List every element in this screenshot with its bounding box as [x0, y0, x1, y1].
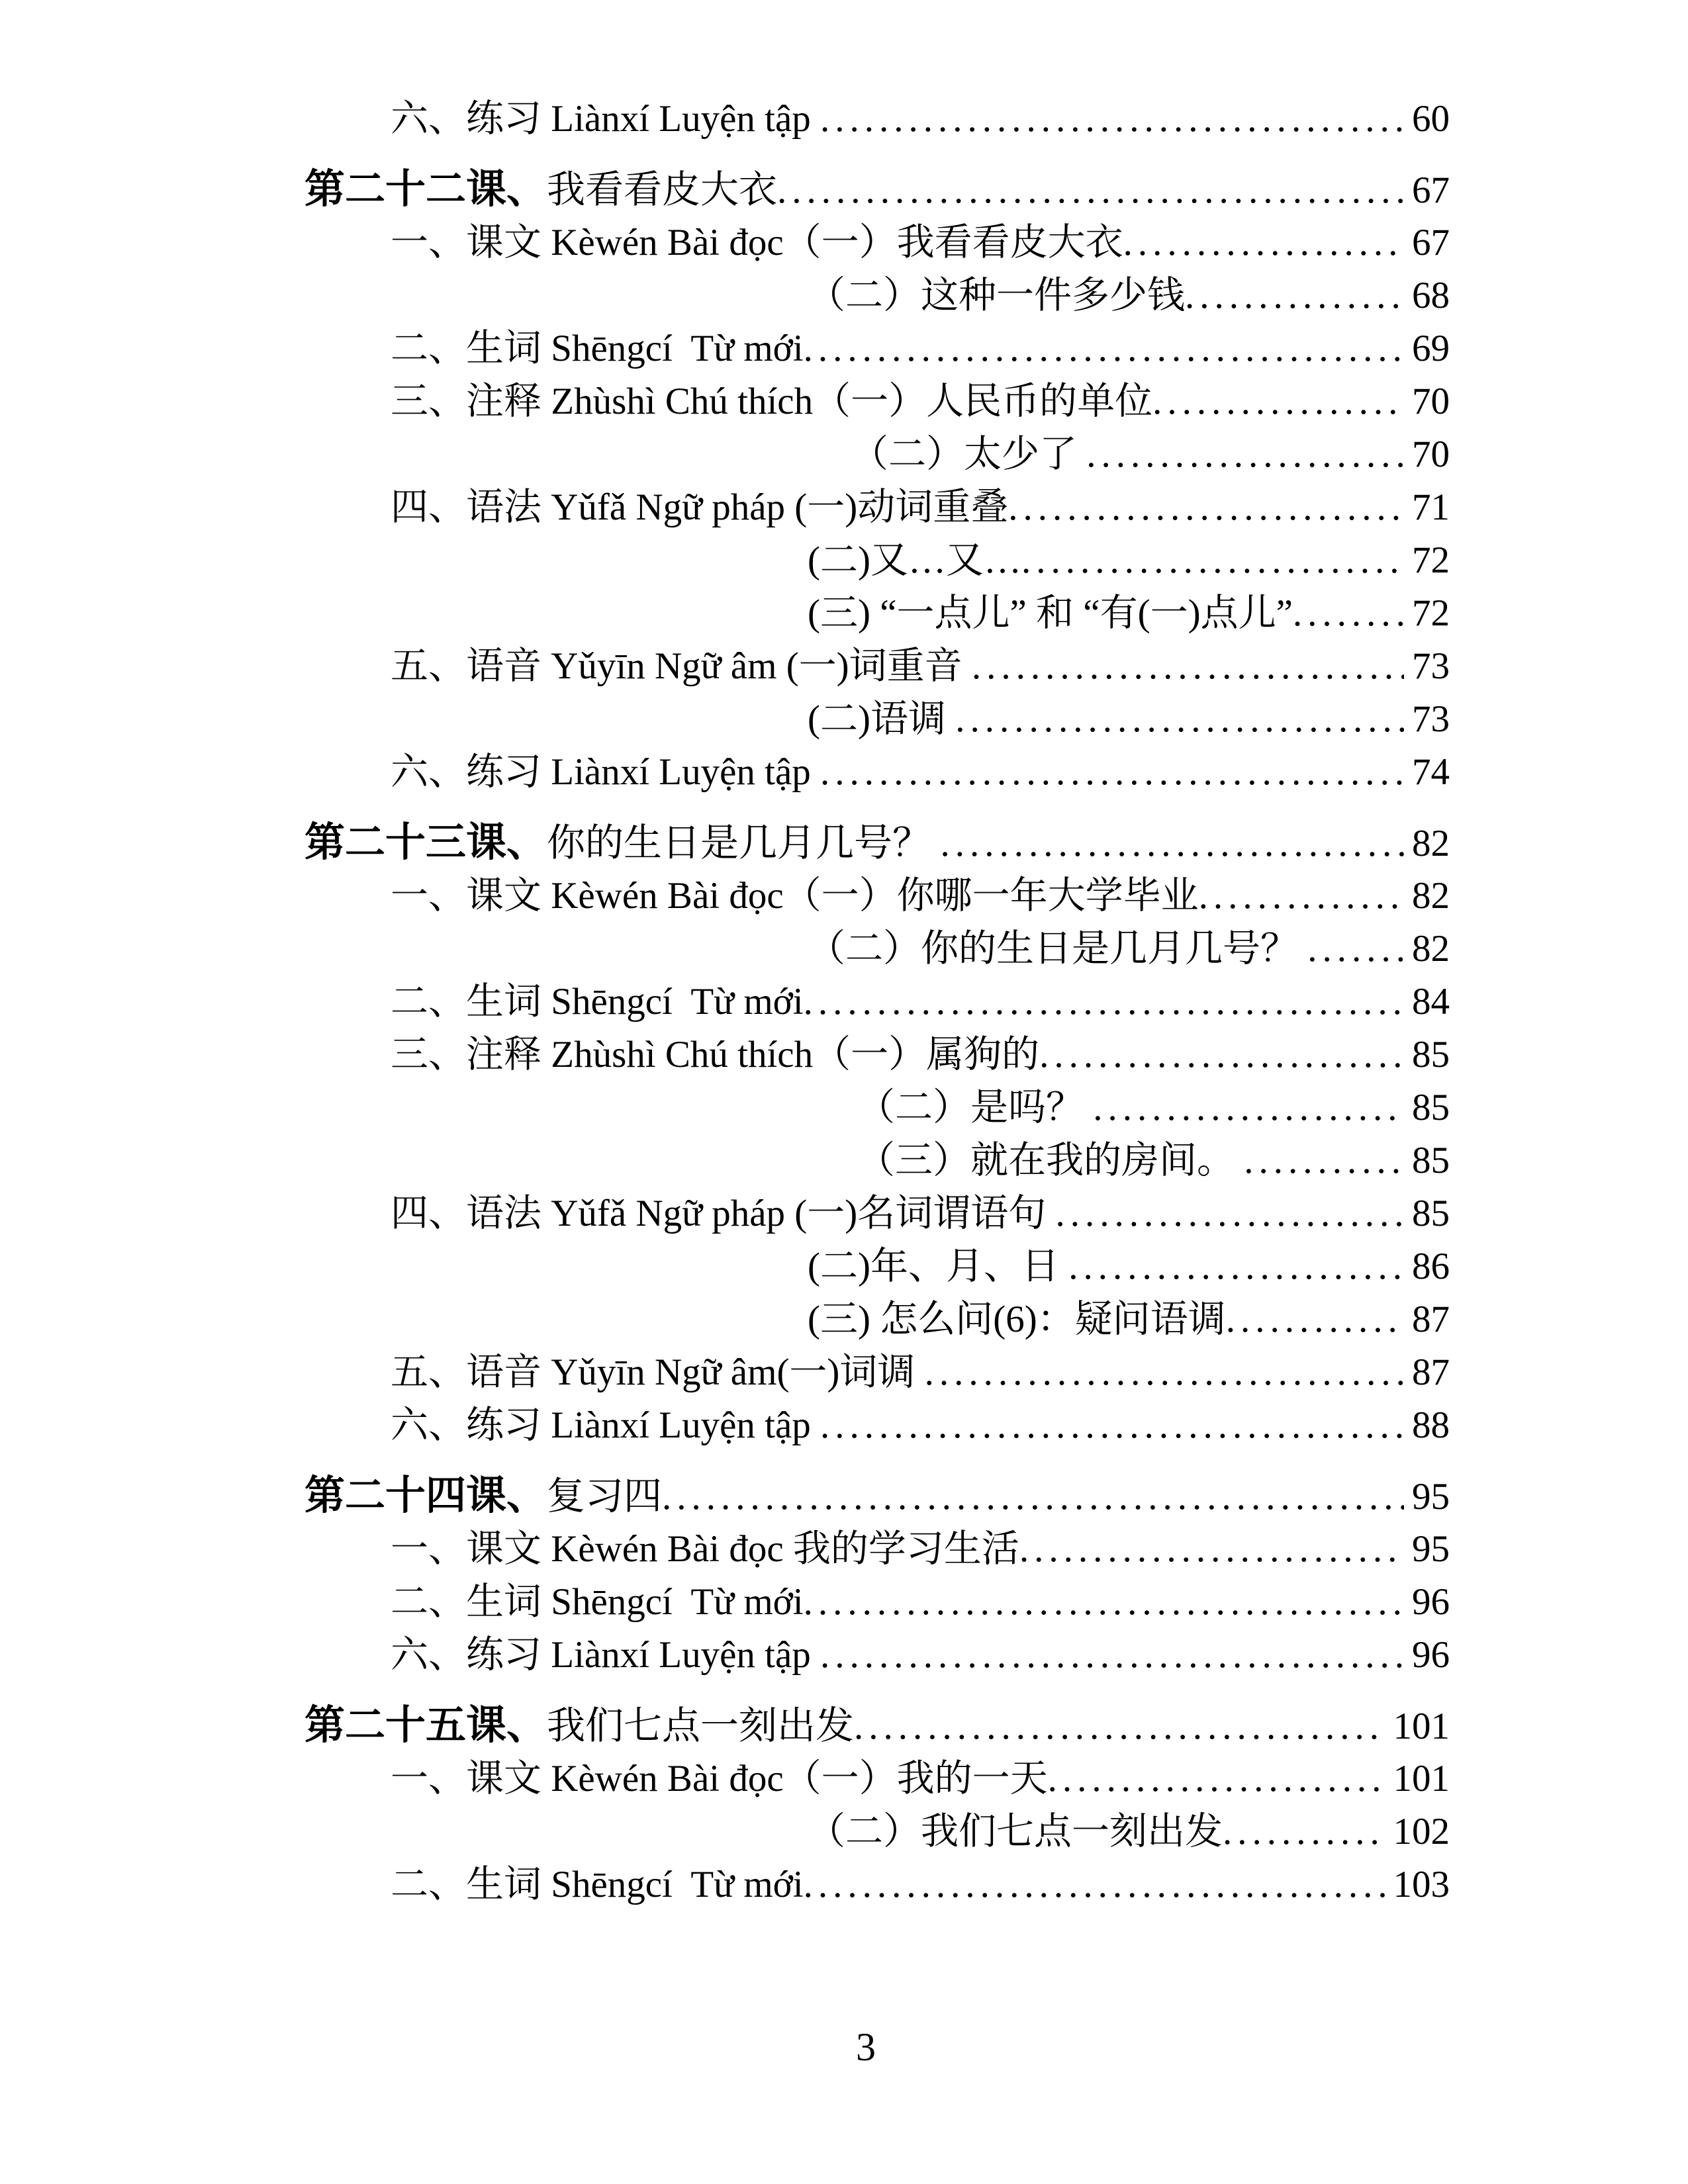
chapter-title: 我看看皮大衣	[547, 168, 778, 211]
toc-entry	[305, 923, 1450, 976]
toc-entry	[305, 375, 1450, 428]
page-number: 95	[1412, 1476, 1450, 1518]
page-number: 82	[1412, 928, 1450, 970]
page-number: 68	[1412, 275, 1450, 316]
dot-leader	[925, 1346, 1404, 1399]
dot-leader	[1056, 1187, 1404, 1240]
toc-entry	[305, 269, 1450, 322]
dot-leader	[804, 1576, 1404, 1629]
chapter-label: 第二十二课、	[305, 167, 547, 212]
dot-leader	[1093, 1081, 1404, 1134]
toc-entry	[305, 481, 1450, 534]
toc-entry-text: (三) “一点儿” 和 “有(一)点儿”	[808, 592, 1293, 634]
dot-leader	[1152, 375, 1404, 428]
page-number: 88	[1412, 1404, 1450, 1446]
page-number: 67	[1412, 222, 1450, 263]
toc-entry-text: 六、练习 Liànxí Luyện tập	[391, 751, 821, 793]
toc-entry	[305, 640, 1450, 693]
dot-leader	[1039, 1028, 1404, 1081]
toc-entry	[305, 1240, 1450, 1293]
page-number: 82	[1412, 875, 1450, 917]
dot-leader	[820, 1629, 1404, 1682]
page-number: 103	[1393, 1864, 1450, 1905]
toc-entry	[305, 322, 1450, 375]
toc-entry	[305, 746, 1450, 799]
page-number: 96	[1412, 1581, 1450, 1623]
page-number: 69	[1412, 328, 1450, 369]
page-number: 82	[1412, 823, 1450, 864]
page-number: 101	[1393, 1758, 1450, 1799]
page-number: 95	[1412, 1528, 1450, 1570]
toc-entry-text: 三、注释 Zhùshì Chú thích（一）属狗的	[391, 1034, 1040, 1075]
toc-entry-text: （二）是吗？	[857, 1087, 1094, 1128]
toc-entry-text: 二、生词 Shēngcí Từ mới	[391, 1581, 804, 1623]
toc-entry-text: (三) 怎么问(6)：疑问语调	[808, 1298, 1226, 1340]
toc-entry	[305, 216, 1450, 269]
dot-leader	[804, 322, 1404, 375]
page-number: 60	[1412, 98, 1450, 140]
toc-entry	[305, 1187, 1450, 1240]
page-number: 87	[1412, 1351, 1450, 1393]
toc-entry-text: 四、语法 Yǔfǎ Ngữ pháp (一)名词谓语句	[391, 1193, 1056, 1234]
page-number: 86	[1412, 1246, 1450, 1287]
dot-leader	[1008, 481, 1404, 534]
page-number: 70	[1412, 381, 1450, 422]
page-number: 74	[1412, 751, 1450, 793]
toc-entry-text: 六、练习 Liànxí Luyện tập	[391, 98, 821, 140]
toc-entry-text: 五、语音 Yǔyīn Ngữ âm (一)词重音	[391, 645, 972, 687]
toc-entry-text: 二、生词 Shēngcí Từ mới	[391, 328, 804, 369]
folio-page-number: 3	[856, 2025, 876, 2069]
dot-leader	[1123, 216, 1404, 269]
page-number: 102	[1393, 1811, 1450, 1852]
toc-entry-text: 一、课文 Kèwén Bài đọc（一）我看看皮大衣	[391, 222, 1123, 263]
page-number: 70	[1412, 433, 1450, 475]
dot-leader	[820, 93, 1404, 146]
toc-entry	[305, 1293, 1450, 1346]
dot-leader	[854, 1700, 1385, 1753]
toc-entry-text: 二、生词 Shēngcí Từ mới	[391, 1864, 804, 1905]
page-number: 96	[1412, 1634, 1450, 1676]
page-number: 73	[1412, 645, 1450, 687]
dot-leader	[1293, 587, 1404, 640]
dot-leader	[1307, 923, 1404, 976]
page-number: 72	[1412, 539, 1450, 581]
dot-leader	[804, 976, 1404, 1028]
toc-entry	[305, 163, 1450, 216]
dot-leader	[1199, 870, 1404, 923]
dot-leader	[1226, 1293, 1404, 1346]
dot-leader	[1086, 428, 1404, 481]
dot-leader	[1019, 1523, 1404, 1576]
toc-entry	[305, 693, 1450, 746]
page-number: 101	[1393, 1706, 1450, 1747]
toc-entry-text: 一、课文 Kèwén Bài đọc（一）我的一天	[391, 1758, 1048, 1799]
toc-entry	[305, 1399, 1450, 1452]
toc-entry-text: 五、语音 Yǔyīn Ngữ âm(一)词调	[391, 1351, 925, 1393]
toc-entry-text: (二)年、月、日	[808, 1246, 1069, 1287]
chapter-label: 第二十五课、	[305, 1704, 547, 1748]
chapter-title: 你的生日是几月几号？	[547, 821, 941, 864]
toc-entry	[305, 428, 1450, 481]
toc-entry-text: （二）你的生日是几月几号？	[808, 928, 1308, 970]
toc-entry	[305, 1805, 1450, 1858]
toc-entry-text: 六、练习 Liànxí Luyện tập	[391, 1404, 821, 1446]
toc-entry	[305, 1346, 1450, 1399]
dot-leader	[1068, 1240, 1404, 1293]
toc-entry	[305, 534, 1450, 587]
toc-entry-text: (二)语调	[808, 698, 956, 740]
toc-entry-text: 一、课文 Kèwén Bài đọc（一）你哪一年大学毕业	[391, 875, 1199, 917]
toc-entry	[305, 1523, 1450, 1576]
dot-leader	[941, 817, 1404, 870]
dot-leader	[804, 1858, 1385, 1911]
toc-entry	[305, 976, 1450, 1028]
toc-entry	[305, 1629, 1450, 1682]
dot-leader	[1021, 534, 1404, 587]
page-number: 85	[1412, 1087, 1450, 1128]
dot-leader	[662, 1471, 1404, 1524]
page-number: 85	[1412, 1034, 1450, 1075]
dot-leader	[1244, 1134, 1404, 1187]
dot-leader	[820, 1399, 1404, 1452]
toc-entry	[305, 93, 1450, 146]
toc-entry	[305, 1028, 1450, 1081]
toc-entry-text: 一、课文 Kèwén Bài đọc 我的学习生活	[391, 1528, 1019, 1570]
toc-entry-text: (二)又…又…	[808, 539, 1021, 581]
page-number: 71	[1412, 486, 1450, 528]
page-number: 72	[1412, 592, 1450, 634]
dot-leader	[1048, 1752, 1385, 1805]
page-number: 85	[1412, 1140, 1450, 1181]
toc-entry	[305, 587, 1450, 640]
toc-entry-text: （三）就在我的房间。	[857, 1140, 1244, 1181]
page-number: 87	[1412, 1298, 1450, 1340]
toc-entry-text: 六、练习 Liànxí Luyện tập	[391, 1634, 821, 1676]
dot-leader	[820, 746, 1404, 799]
chapter-label: 第二十三课、	[305, 821, 547, 865]
toc-entry	[305, 1752, 1450, 1805]
toc-entry	[305, 1576, 1450, 1629]
toc-entry	[305, 870, 1450, 923]
toc-entry	[305, 1700, 1450, 1752]
page-number: 85	[1412, 1193, 1450, 1234]
page-number: 67	[1412, 169, 1450, 211]
chapter-title: 我们七点一刻出发	[547, 1704, 855, 1747]
dot-leader	[1223, 1805, 1385, 1858]
toc-entry	[305, 1081, 1450, 1134]
chapter-label: 第二十四课、	[305, 1474, 547, 1518]
toc-entry-text: 三、注释 Zhùshì Chú thích（一）人民币的单位	[391, 381, 1153, 422]
page-number: 84	[1412, 981, 1450, 1023]
dot-leader	[777, 164, 1404, 217]
page-number: 73	[1412, 698, 1450, 740]
toc-entry-text: （二）太少了	[851, 433, 1087, 475]
toc-entry-text: （二）我们七点一刻出发	[808, 1811, 1223, 1852]
toc-entry-text: （二）这种一件多少钱	[808, 275, 1185, 316]
dot-leader	[955, 693, 1404, 746]
dot-leader	[972, 640, 1404, 693]
toc-entry-text: 四、语法 Yǔfǎ Ngữ pháp (一)动词重叠	[391, 486, 1009, 528]
dot-leader	[1185, 269, 1404, 322]
toc-entry	[305, 1470, 1450, 1523]
toc-entry-text: 二、生词 Shēngcí Từ mới	[391, 981, 804, 1023]
toc	[305, 93, 1450, 1911]
toc-entry	[305, 1858, 1450, 1911]
toc-entry	[305, 1134, 1450, 1187]
chapter-title: 复习四	[547, 1475, 663, 1518]
toc-entry	[305, 817, 1450, 870]
